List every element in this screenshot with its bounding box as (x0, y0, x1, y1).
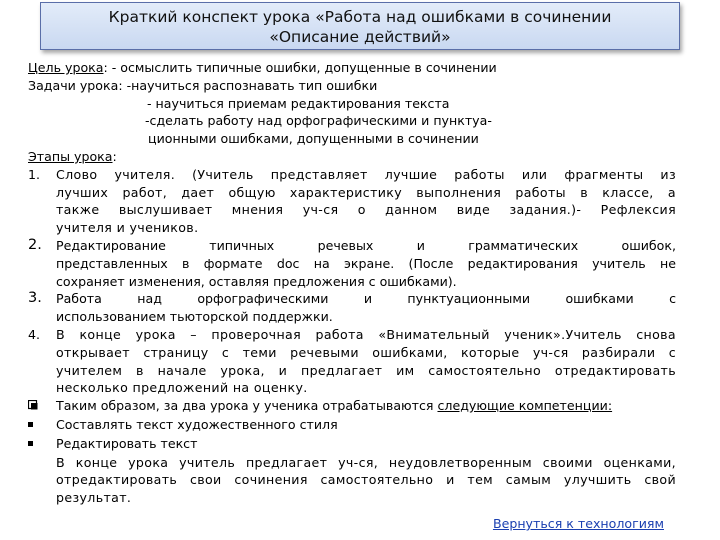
goal-label: Цель урока (28, 60, 104, 75)
title-line-1: Краткий конспект урока «Работа над ошибками в сочинении (108, 8, 612, 26)
stage-number: 4. (28, 326, 41, 342)
competency-bullet-1: Составлять текст художественного стиля (28, 416, 676, 435)
stage-item-1: 1. Слово учителя. (Учитель представляет лучшие работы или фрагменты из лучших работ, дает общую характеристику выполнения работы в классе, а также выслушивает мнения уч-ся о данном виде задания.)- Рефлексия учителя и учеников. (28, 166, 676, 236)
stage-number: 2. (28, 236, 42, 253)
goal-text: : - осмыслить типичные ошибки, допущенные в сочинении (103, 60, 497, 75)
square-bullet-icon (28, 416, 56, 435)
stage-item-3: 3. Работа над орфографическими и пунктуационными ошибками с использованием тьюторской поддержки. (28, 290, 676, 325)
conclusion-paragraph: В конце урока учитель предлагает уч-ся, неудовлетворенным своими оценками, отредактировать свои сочинения самостоятельно и тем самым улучшить свой результат. (56, 454, 676, 506)
stage-item-4: 4. В конце урока – проверочная работа «Внимательный ученик».Учитель снова открывает страницу с теми речевыми ошибками, которые уч-ся разбирали с учителем в начале урока, и предлагает им самостоятельно отредактировать несколько предложений на оценку. (28, 326, 676, 396)
task-3-cont: ционными ошибками, допущенными в сочинении (148, 131, 479, 147)
stage-item-2: 2. Редактирование типичных речевых и грамматических ошибок, представленных в формате doc на экране. (После редактирования учитель не сохраняет изменения, оставляя предложения с ошибками). (28, 236, 676, 289)
task-2: - научиться приемам редактирования текста (147, 95, 450, 111)
competencies-intro: Таким образом, за два урока у ученика отрабатываются (56, 398, 438, 414)
stages-label: Этапы урока (28, 148, 113, 164)
slide-title (40, 2, 680, 50)
goal-line (28, 59, 676, 77)
q-checkbox-bullet-icon (28, 397, 56, 416)
stage-number: 1. (28, 166, 41, 182)
stage-number: 3. (28, 290, 42, 307)
stages-heading: Этапы урока: (28, 148, 117, 164)
title-line-2: «Описание действий» (269, 28, 451, 46)
task-1: : -научиться распознавать тип ошибки (118, 77, 378, 93)
competencies-line (28, 397, 676, 416)
task-3: -сделать работу над орфографическими и пунктуа- (145, 113, 492, 129)
tasks-line (28, 77, 676, 95)
square-bullet-icon (28, 435, 56, 454)
lesson-content (28, 59, 676, 507)
back-to-technologies-link[interactable]: Вернуться к технологиям (492, 516, 664, 531)
competency-bullet-2: Редактировать текст (28, 435, 676, 454)
competencies-link: следующие компетенции: (437, 398, 613, 414)
tasks-label: Задачи урока (28, 77, 119, 93)
